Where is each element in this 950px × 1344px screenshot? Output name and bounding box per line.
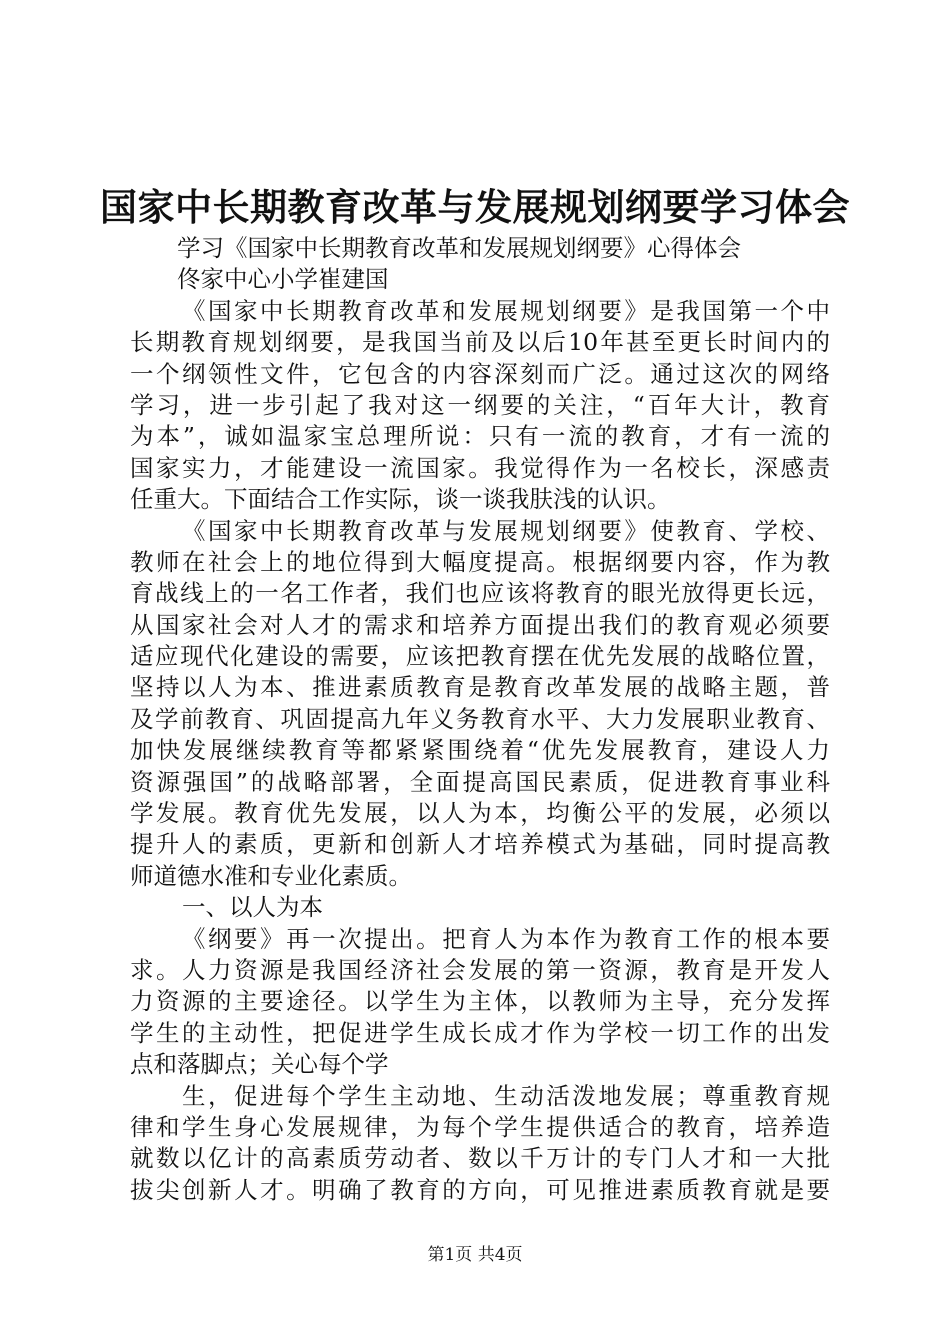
text-line: 国家实力，才能建设一流国家。我觉得作为一名校长，深感责	[130, 453, 830, 482]
text-line: 《纲要》再一次提出。把育人为本作为教育工作的根本要	[182, 924, 830, 953]
text-line: 为本”，诚如温家宝总理所说：只有一流的教育，才有一流的	[130, 422, 830, 451]
document-body	[130, 233, 830, 1206]
text-line: 教师在社会上的地位得到大幅度提高。根据纲要内容，作为教	[130, 547, 830, 576]
text-line: 学习，进一步引起了我对这一纲要的关注，“百年大计，教育	[130, 390, 830, 419]
document-title: 国家中长期教育改革与发展规划纲要学习体会	[100, 185, 850, 229]
page-footer: 第1页 共4页	[427, 1245, 523, 1265]
text-line: 学生的主动性，把促进学生成长成才作为学校一切工作的出发	[130, 1018, 830, 1047]
text-line: 坚持以人为本、推进素质教育是教育改革发展的战略主题，普	[130, 673, 830, 702]
section-heading: 一、以人为本	[182, 893, 323, 922]
text-line: 任重大。下面结合工作实际，谈一谈我肤浅的认识。	[130, 485, 671, 514]
text-line: 生，促进每个学生主动地、生动活泼地发展；尊重教育规	[182, 1081, 830, 1110]
text-line: 加快发展继续教育等都紧紧围绕着“优先发展教育，建设人力	[130, 736, 830, 765]
text-line: 资源强国”的战略部署，全面提高国民素质，促进教育事业科	[130, 767, 830, 796]
text-line: 力资源的主要途径。以学生为主体，以教师为主导，充分发挥	[130, 987, 830, 1016]
text-line: 点和落脚点；关心每个学	[130, 1050, 389, 1079]
text-line: 《国家中长期教育改革和发展规划纲要》是我国第一个中	[182, 296, 830, 325]
text-line: 提升人的素质，更新和创新人才培养模式为基础，同时提高教	[130, 830, 830, 859]
text-line: 从国家社会对人才的需求和培养方面提出我们的教育观必须要	[130, 610, 830, 639]
text-line: 《国家中长期教育改革与发展规划纲要》使教育、学校、	[182, 516, 830, 545]
text-line: 育战线上的一名工作者，我们也应该将教育的眼光放得更长远，	[130, 579, 830, 608]
text-line: 求。人力资源是我国经济社会发展的第一资源，教育是开发人	[130, 955, 830, 984]
text-line: 佟家中心小学崔建国	[177, 265, 389, 294]
text-line: 学习《国家中长期教育改革和发展规划纲要》心得体会	[177, 234, 741, 262]
text-line: 长期教育规划纲要，是我国当前及以后10年甚至更长时间内的	[130, 328, 830, 357]
text-line: 师道德水准和专业化素质。	[130, 861, 412, 890]
text-line: 及学前教育、巩固提高九年义务教育水平、大力发展职业教育、	[130, 704, 830, 733]
text-line: 适应现代化建设的需要，应该把教育摆在优先发展的战略位置，	[130, 642, 830, 671]
text-line: 拔尖创新人才。明确了教育的方向，可见推进素质教育就是要	[130, 1175, 830, 1204]
text-line: 学发展。教育优先发展，以人为本，均衡公平的发展，必须以	[130, 799, 830, 828]
text-line: 就数以亿计的高素质劳动者、数以千万计的专门人才和一大批	[130, 1144, 830, 1173]
text-line: 律和学生身心发展规律，为每个学生提供适合的教育，培养造	[130, 1112, 830, 1141]
text-line: 一个纲领性文件，它包含的内容深刻而广泛。通过这次的网络	[130, 359, 830, 388]
